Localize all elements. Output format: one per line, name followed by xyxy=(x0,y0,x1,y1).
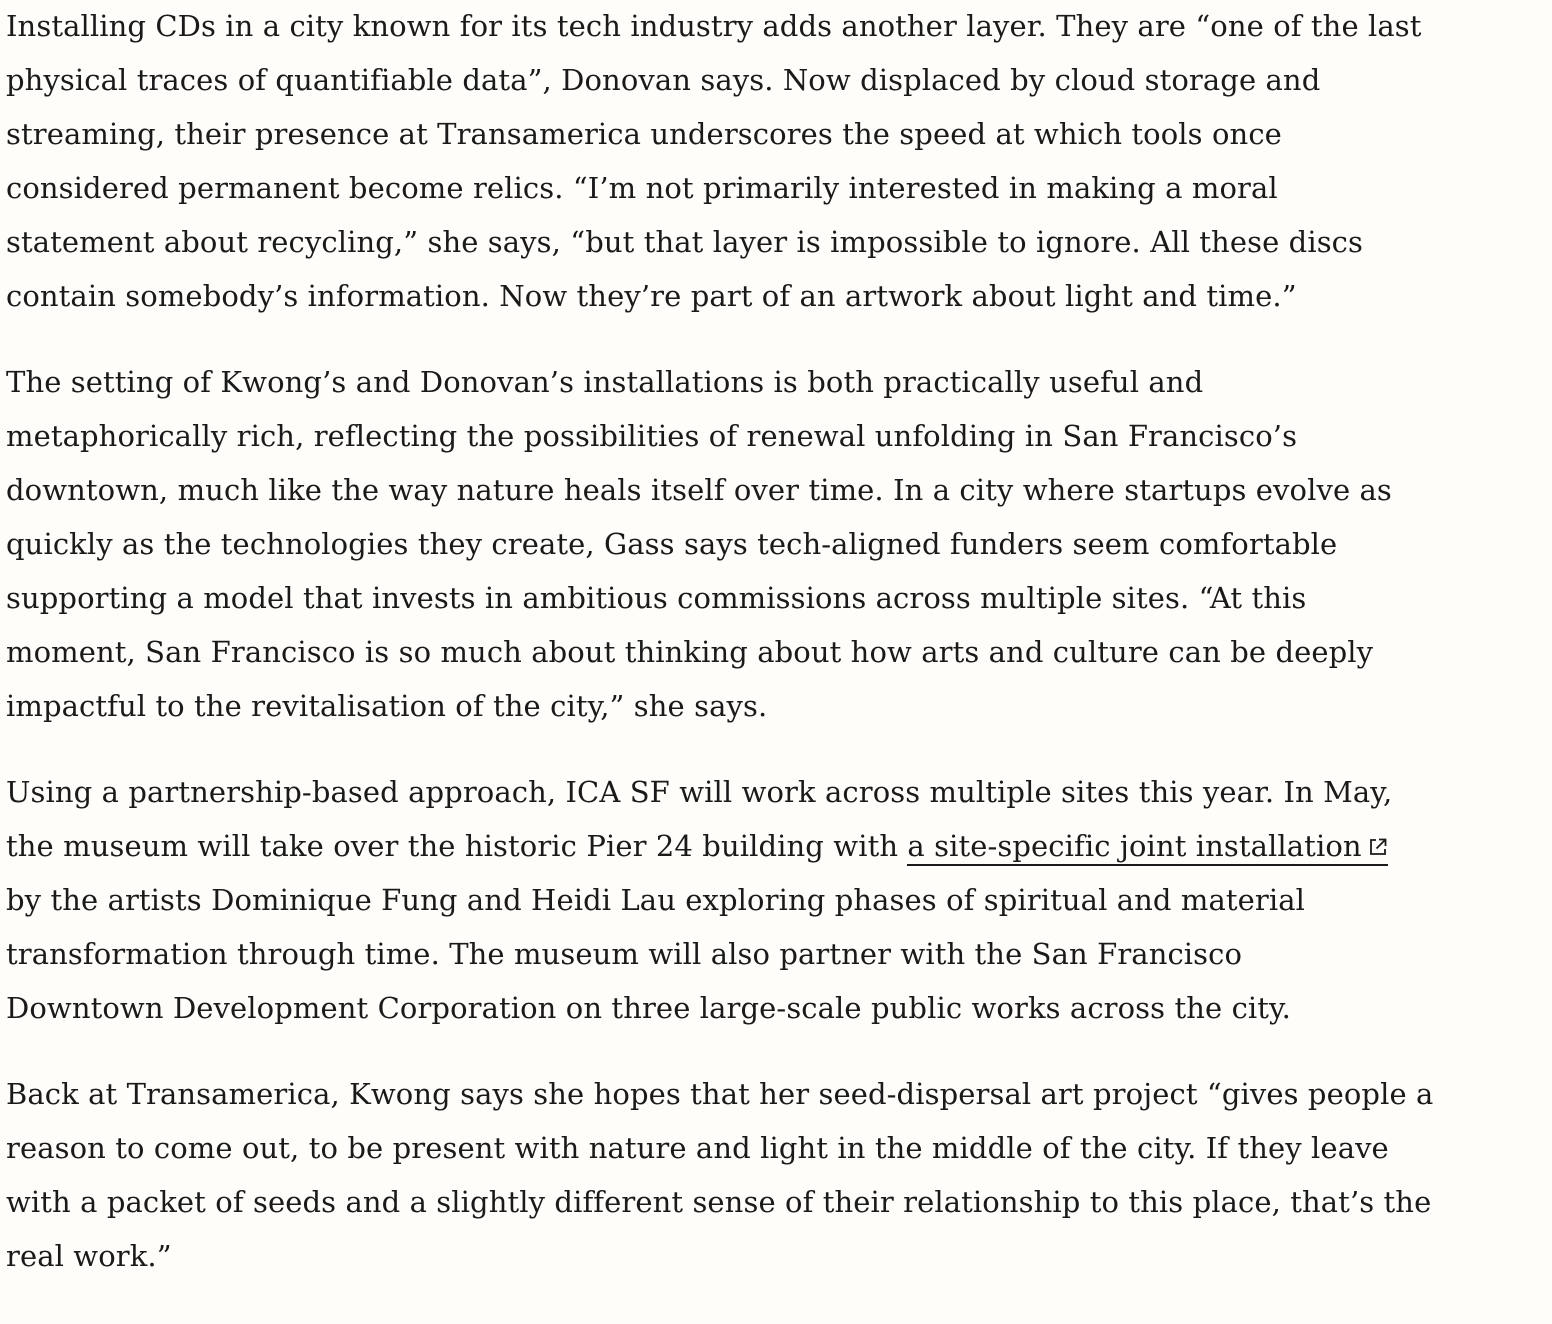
paragraph-line: downtown, much like the way nature heals itself over time. In a city where startups evolve as xyxy=(6,473,1392,507)
paragraph-line: real work.” xyxy=(6,1239,172,1273)
paragraph-line: The setting of Kwong’s and Donovan’s installations is both practically useful and xyxy=(6,365,1204,399)
paragraph-line: supporting a model that invests in ambitious commissions across multiple sites. “At this xyxy=(6,581,1307,615)
external-link-icon xyxy=(1368,820,1388,840)
article-paragraph xyxy=(6,355,1392,733)
paragraph-line: by the artists Dominique Fung and Heidi Lau exploring phases of spiritual and material xyxy=(6,883,1306,917)
paragraph-line: reason to come out, to be present with nature and light in the middle of the city. If they leave xyxy=(6,1131,1389,1165)
paragraph-line: statement about recycling,” she says, “but that layer is impossible to ignore. All these discs xyxy=(6,225,1364,259)
paragraph-line: Installing CDs in a city known for its tech industry adds another layer. They are “one of the last xyxy=(6,9,1422,43)
paragraph-line: physical traces of quantifiable data”, Donovan says. Now displaced by cloud storage and xyxy=(6,63,1321,97)
paragraph-line: quickly as the technologies they create, Gass says tech-aligned funders seem comfortable xyxy=(6,527,1338,561)
paragraph-line: metaphorically rich, reflecting the possibilities of renewal unfolding in San Francisco’s xyxy=(6,419,1298,453)
paragraph-line: transformation through time. The museum will also partner with the San Francisco xyxy=(6,937,1243,971)
paragraph-line: Downtown Development Corporation on three large-scale public works across the city. xyxy=(6,991,1291,1025)
paragraph-line: Back at Transamerica, Kwong says she hopes that her seed-dispersal art project “gives people a xyxy=(6,1077,1434,1111)
link-text: a site-specific joint installation xyxy=(907,829,1362,863)
article-paragraph xyxy=(6,1067,1433,1283)
paragraph-line: moment, San Francisco is so much about thinking about how arts and culture can be deeply xyxy=(6,635,1374,669)
paragraph-text: the museum will take over the historic Pier 24 building with xyxy=(6,829,908,863)
paragraph-line: considered permanent become relics. “I’m not primarily interested in making a moral xyxy=(6,171,1278,205)
paragraph-line: with a packet of seeds and a slightly different sense of their relationship to this place, that’s the xyxy=(6,1185,1432,1219)
paragraph-line: contain somebody’s information. Now they’re part of an artwork about light and time.” xyxy=(6,279,1297,313)
paragraph-line: Using a partnership-based approach, ICA SF will work across multiple sites this year. In May, xyxy=(6,775,1393,809)
paragraph-line: impactful to the revitalisation of the city,” she says. xyxy=(6,689,768,723)
site-specific-installation-link[interactable] xyxy=(907,829,1387,866)
paragraph-line-with-link xyxy=(6,819,1392,873)
article-paragraph xyxy=(6,0,1422,323)
article-paragraph xyxy=(6,765,1392,1035)
paragraph-line: streaming, their presence at Transamerica underscores the speed at which tools once xyxy=(6,117,1282,151)
